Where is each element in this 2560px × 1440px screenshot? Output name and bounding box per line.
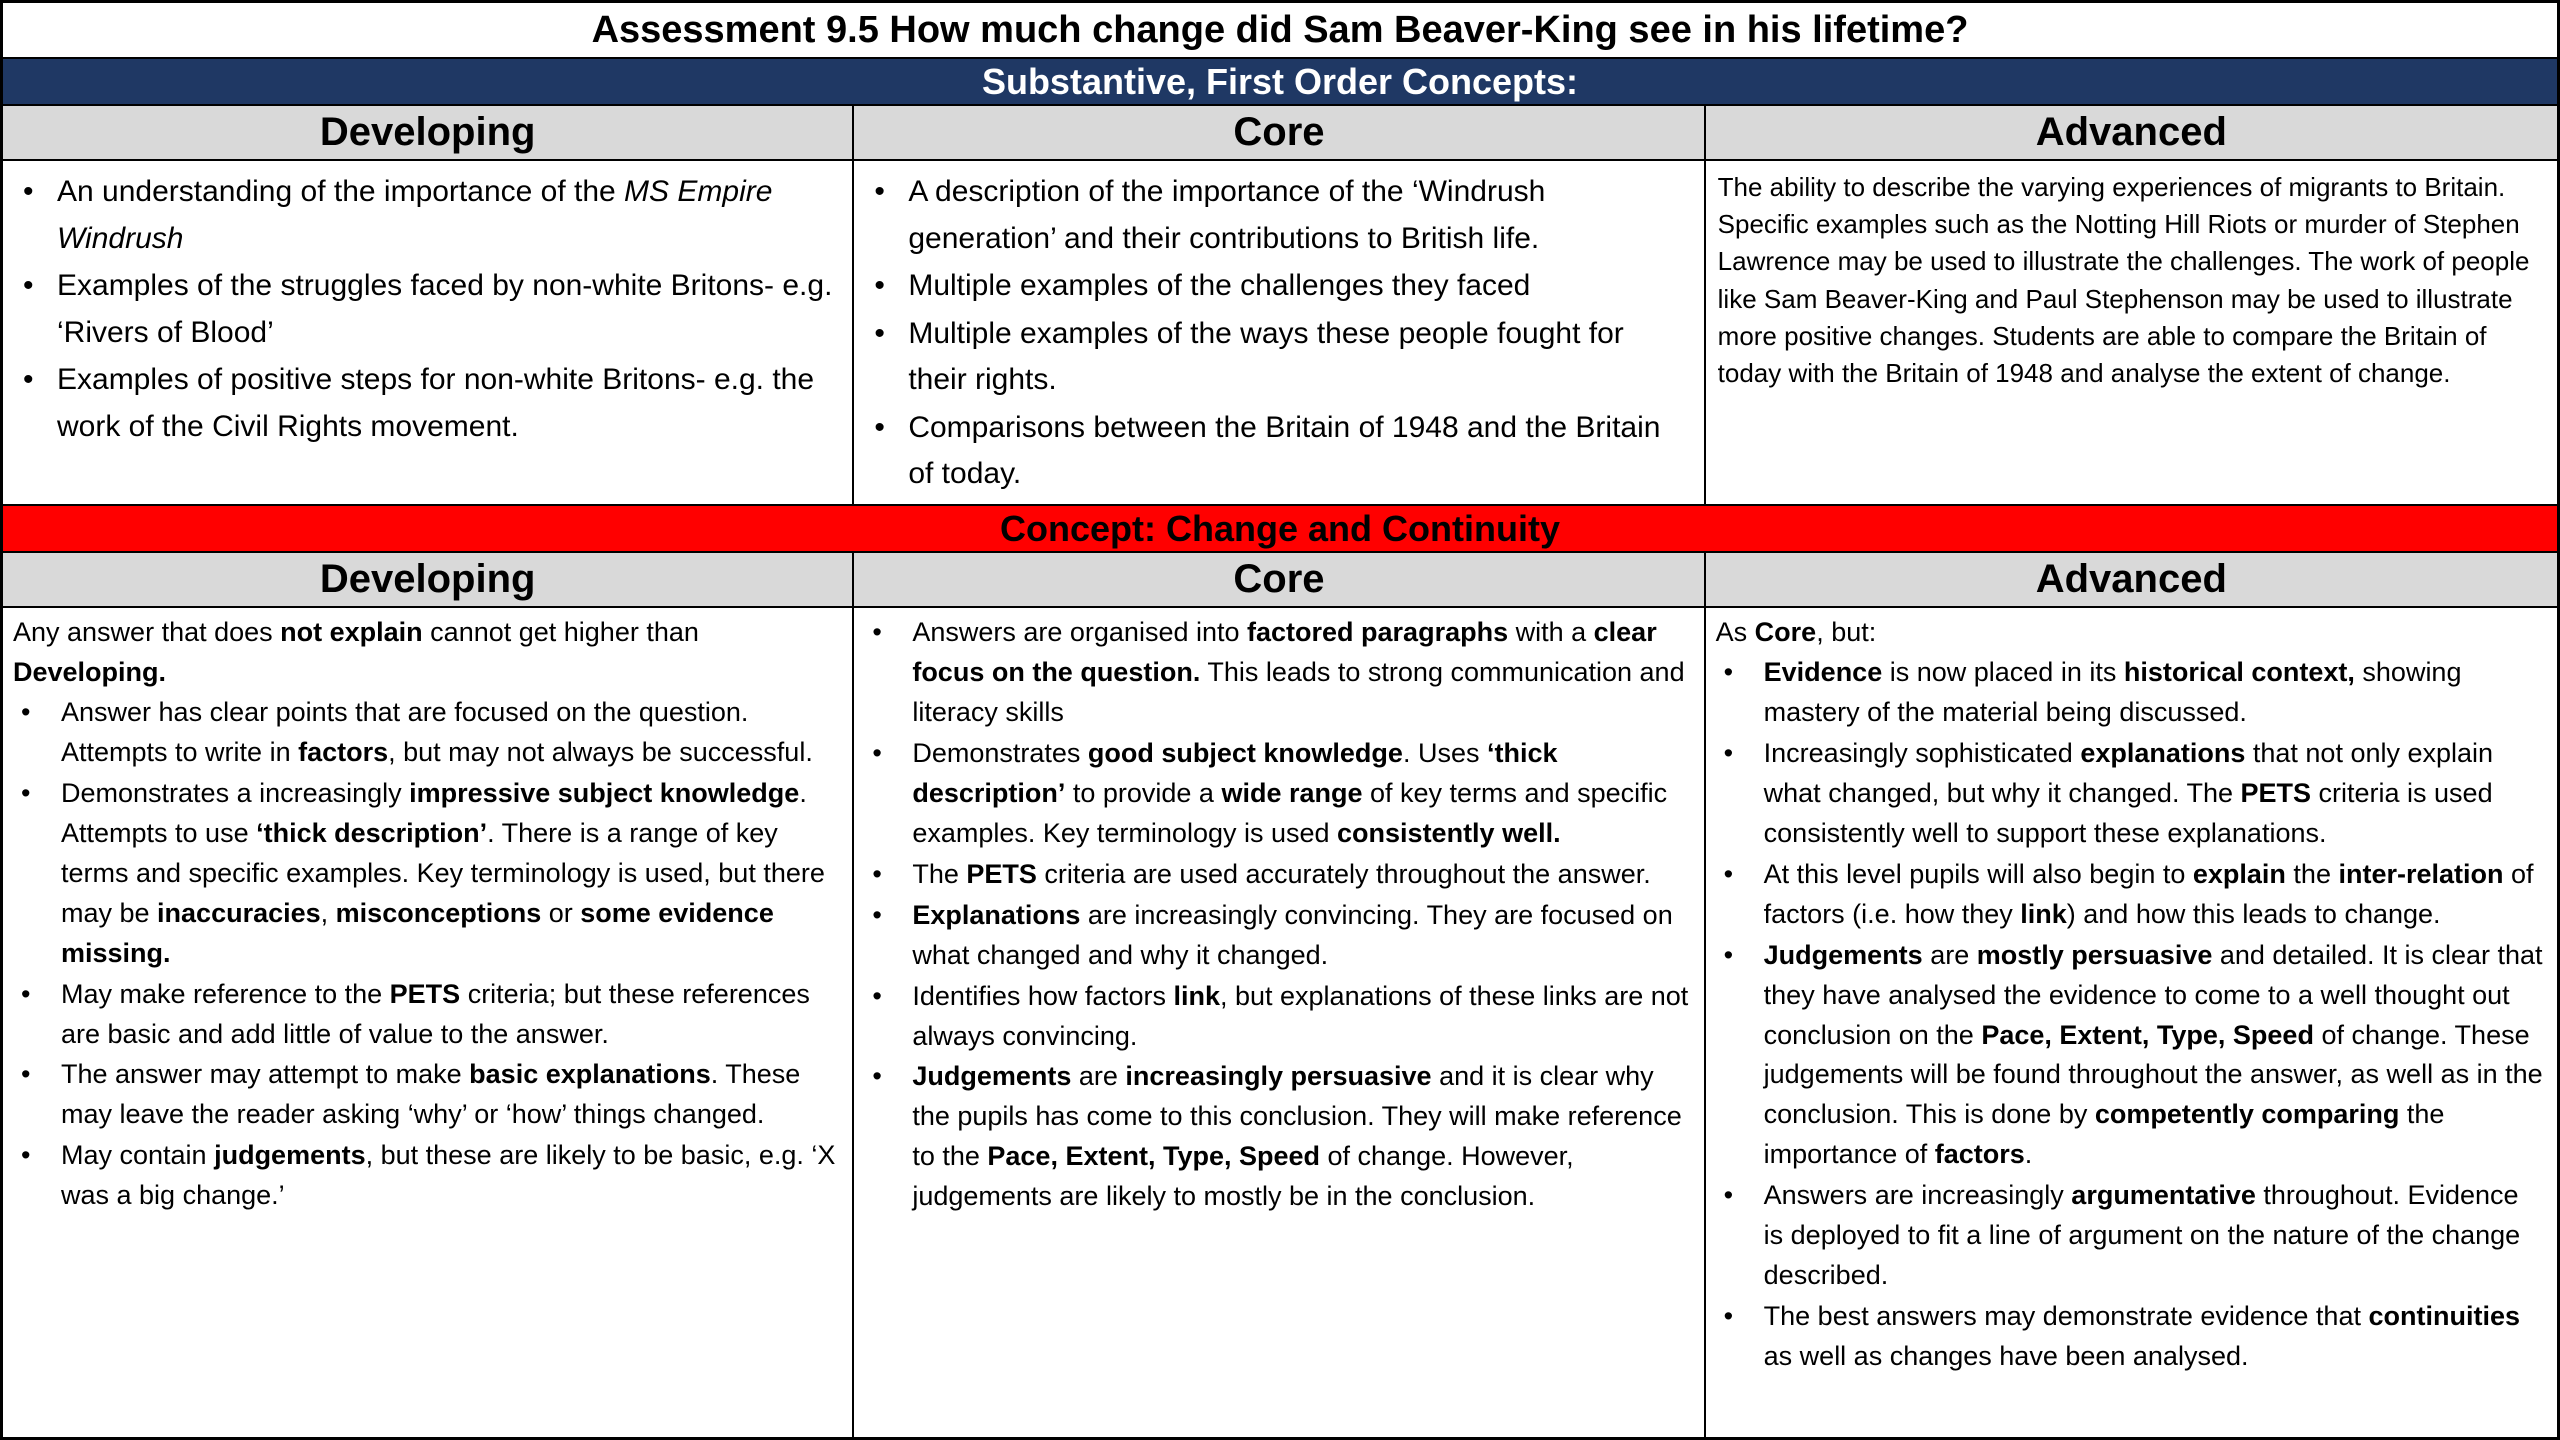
rubric-bullet — [19, 263, 838, 356]
text-segment: Judgements — [1763, 939, 1923, 970]
text-segment: factors — [298, 736, 389, 767]
header-substantive-developing: Developing — [3, 106, 854, 159]
concept-developing-list — [3, 693, 852, 1216]
text-segment: judgements — [214, 1140, 366, 1171]
text-segment: cannot get higher than — [422, 617, 699, 647]
text-segment: the importance of — [1763, 1099, 2445, 1170]
rubric-bullet — [1718, 1297, 2545, 1377]
concept-body-row — [3, 608, 2557, 1437]
rubric-bullet — [866, 855, 1691, 895]
text-segment: to provide a — [1065, 777, 1222, 808]
rubric-bullet — [866, 1057, 1691, 1217]
text-segment: that not only explain what changed, but why it changed. The — [1763, 737, 2494, 808]
text-segment: May contain — [61, 1140, 215, 1171]
text-segment: with a — [1508, 617, 1594, 647]
substantive-header-row — [3, 106, 2557, 161]
text-segment: The — [912, 858, 967, 889]
text-segment: competently comparing — [2094, 1099, 2400, 1130]
text-segment: misconceptions — [335, 897, 542, 928]
text-segment: Core — [1754, 617, 1817, 647]
text-segment: Judgements — [912, 1061, 1072, 1092]
rubric-bullet — [866, 977, 1691, 1057]
text-segment: Any answer that does — [13, 617, 281, 647]
text-segment: Developing. — [13, 656, 167, 687]
text-segment: , but explanations of these links are not always convincing. — [912, 980, 1689, 1051]
rubric-bullet — [1718, 855, 2545, 935]
text-segment: . Attempts to use — [61, 777, 807, 848]
text-segment: continuities — [2368, 1301, 2520, 1332]
text-segment: criteria; but these references are basic and add little of value to the answer. — [61, 978, 810, 1049]
text-segment: factored paragraphs — [1247, 617, 1509, 647]
header-substantive-advanced: Advanced — [1706, 106, 2557, 159]
text-segment: are increasingly convincing. They are focused on what changed and why it changed. — [912, 899, 1673, 970]
text-segment: of change. However, judgements are likely to mostly be in the conclusion. — [912, 1141, 1574, 1212]
text-segment: of change. These judgements will be found throughout the answer, as well as in the conclusion. This is done by — [1763, 1019, 2543, 1130]
rubric-bullet — [866, 613, 1691, 733]
rubric-bullet — [1718, 1176, 2545, 1296]
cell-concept-developing — [3, 608, 854, 1437]
text-segment: Pace, Extent, Type, Speed — [987, 1141, 1321, 1172]
text-segment: link — [1173, 980, 1220, 1011]
header-concept-core: Core — [854, 553, 1705, 606]
text-segment: Explanations — [912, 899, 1081, 930]
text-segment: Identifies how factors — [912, 980, 1174, 1011]
rubric-bullet — [870, 311, 1689, 404]
text-segment: Demonstrates a increasingly — [61, 777, 410, 808]
text-segment: throughout. Evidence is deployed to fit a line of argument on the nature of the change described. — [1763, 1180, 2521, 1291]
text-segment: inaccuracies — [157, 897, 321, 928]
text-segment: clear focus on the question. — [912, 617, 1657, 687]
text-segment: are — [1071, 1061, 1126, 1092]
text-segment: wide range — [1221, 777, 1363, 808]
rubric-bullet — [866, 896, 1691, 976]
header-substantive-core: Core — [854, 106, 1705, 159]
text-segment: showing mastery of the material being discussed. — [1763, 656, 2462, 727]
text-segment: Demonstrates — [912, 737, 1088, 768]
text-segment: , but may not always be successful. — [388, 736, 813, 767]
text-segment: explanations — [2080, 737, 2246, 768]
text-segment: Answers are organised into — [912, 617, 1248, 647]
text-segment: criteria is used consistently well to support these explanations. — [1763, 777, 2493, 848]
substantive-body-row — [3, 161, 2557, 506]
rubric-bullet — [1718, 936, 2545, 1176]
rubric-bullet — [15, 1055, 840, 1135]
text-segment: , — [320, 897, 336, 928]
text-segment: Answers are increasingly — [1763, 1180, 2072, 1211]
text-segment: mostly persuasive — [1976, 939, 2213, 970]
text-segment: Multiple examples of the ways these people fought for their rights. — [908, 316, 1624, 396]
text-segment: are — [1922, 939, 1977, 970]
text-segment: A description of the importance of the ‘Windrush generation’ and their contributions to British life. — [908, 175, 1546, 255]
text-segment: PETS — [389, 978, 461, 1009]
substantive-advanced-paragraph — [1706, 161, 2557, 392]
header-concept-developing: Developing — [3, 553, 854, 606]
header-concept-advanced: Advanced — [1706, 553, 2557, 606]
text-segment: Evidence — [1763, 656, 1883, 687]
rubric-bullet — [15, 975, 840, 1055]
rubric-bullet — [1718, 734, 2545, 854]
rubric-bullet — [15, 1136, 840, 1216]
rubric-bullet — [15, 693, 840, 773]
text-segment: The answer may attempt to make — [61, 1059, 470, 1090]
cell-concept-advanced — [1706, 608, 2557, 1437]
rubric-bullet — [15, 774, 840, 974]
text-segment: . These may leave the reader asking ‘why’ or ‘how’ things changed. — [61, 1059, 801, 1130]
text-segment: increasingly persuasive — [1125, 1061, 1432, 1092]
text-segment: Examples of positive steps for non-white Britons- e.g. the work of the Civil Rights movement. — [57, 363, 815, 443]
text-segment: , but: — [1816, 617, 1877, 647]
concept-advanced-list — [1706, 653, 2557, 1377]
text-segment: PETS — [2240, 777, 2312, 808]
text-segment: not explain — [280, 617, 423, 647]
text-segment: or — [541, 897, 581, 928]
text-segment: link — [2020, 898, 2067, 929]
text-segment: argumentative — [2071, 1180, 2256, 1211]
text-segment: . There is a range of key terms and specific examples. Key terminology is used, but there may be — [61, 817, 825, 928]
rubric-bullet — [866, 734, 1691, 854]
text-segment: inter-relation — [2338, 858, 2504, 889]
text-segment: At this level pupils will also begin to — [1763, 858, 2193, 889]
text-segment: . — [2024, 1139, 2033, 1170]
text-segment: Comparisons between the Britain of 1948 and the Britain of today. — [908, 410, 1661, 490]
text-segment: The ability to describe the varying experiences of migrants to Britain. Specific examples such as the Notting Hill Riots or murder of Stephen Lawrence may be used to illustrate the challenges. The work of people like Sam Beaver-King and Paul Stephenson may be used to illustrate more positive changes. Students are able to compare the Britain of today with the Britain of 1948 and analyse the extent of change. — [1717, 172, 2530, 388]
cell-substantive-developing — [3, 161, 854, 504]
text-segment: consistently well. — [1337, 817, 1561, 848]
concept-developing-intro — [3, 608, 852, 693]
text-segment: . Uses — [1402, 737, 1487, 768]
text-segment: basic explanations — [469, 1059, 711, 1090]
text-segment: the — [2285, 858, 2339, 889]
text-segment: of factors (i.e. how they — [1763, 858, 2534, 929]
rubric-bullet — [19, 357, 838, 450]
rubric-bullet — [870, 263, 1689, 310]
text-segment: of key terms and specific examples. Key terminology is used — [912, 777, 1668, 848]
text-segment: Pace, Extent, Type, Speed — [1981, 1019, 2314, 1050]
rubric-bullet — [870, 169, 1689, 262]
rubric-bullet — [1718, 653, 2545, 733]
text-segment: ‘thick description’ — [256, 817, 488, 848]
cell-substantive-advanced — [1706, 161, 2557, 504]
substantive-core-list — [854, 161, 1703, 498]
text-segment: Answer has clear points that are focused on the question. Attempts to write in — [61, 696, 749, 767]
substantive-developing-list — [3, 161, 852, 450]
concept-header-row — [3, 553, 2557, 608]
text-segment: Multiple examples of the challenges they faced — [908, 269, 1531, 302]
text-segment: The best answers may demonstrate evidence that — [1763, 1301, 2369, 1332]
text-segment: historical context, — [2123, 656, 2355, 687]
text-segment: as well as changes have been analysed. — [1763, 1341, 2249, 1372]
cell-substantive-core — [854, 161, 1705, 504]
cell-concept-core — [854, 608, 1705, 1437]
text-segment: Increasingly sophisticated — [1763, 737, 2081, 768]
text-segment: PETS — [966, 858, 1037, 889]
text-segment: An understanding of the importance of the — [57, 175, 625, 208]
text-segment: ‘thick description’ — [912, 737, 1558, 808]
text-segment: May make reference to the — [61, 978, 390, 1009]
text-segment: impressive subject knowledge — [409, 777, 800, 808]
banner-substantive-concepts: Substantive, First Order Concepts: — [3, 59, 2557, 106]
text-segment: is now placed in its — [1882, 656, 2124, 687]
text-segment: some evidence missing. — [61, 897, 774, 968]
concept-advanced-intro — [1706, 608, 2557, 653]
text-segment: This leads to strong communication and literacy skills — [912, 656, 1685, 727]
banner-concept-change-continuity: Concept: Change and Continuity — [3, 506, 2557, 553]
text-segment: and it is clear why the pupils has come to this conclusion. They will make reference to the — [912, 1061, 1682, 1172]
text-segment: explain — [2192, 858, 2286, 889]
text-segment: and detailed. It is clear that they have analysed the evidence to come to a well thought out conclusion on the — [1763, 939, 2543, 1050]
text-segment: , but these are likely to be basic, e.g. ‘X was a big change.’ — [61, 1140, 836, 1211]
text-segment: ) and how this leads to change. — [2066, 898, 2441, 929]
text-segment: factors — [1934, 1139, 2025, 1170]
concept-core-list — [854, 608, 1703, 1217]
assessment-title: Assessment 9.5 How much change did Sam Beaver-King see in his lifetime? — [3, 3, 2557, 59]
rubric-bullet — [19, 169, 838, 262]
text-segment: good subject knowledge — [1087, 737, 1403, 768]
rubric-bullet — [870, 405, 1689, 498]
text-segment: MS Empire Windrush — [57, 175, 773, 255]
text-segment: criteria are used accurately throughout the answer. — [1036, 858, 1651, 889]
text-segment: As — [1715, 617, 1755, 647]
text-segment: Examples of the struggles faced by non-white Britons- e.g. ‘Rivers of Blood’ — [57, 269, 833, 349]
